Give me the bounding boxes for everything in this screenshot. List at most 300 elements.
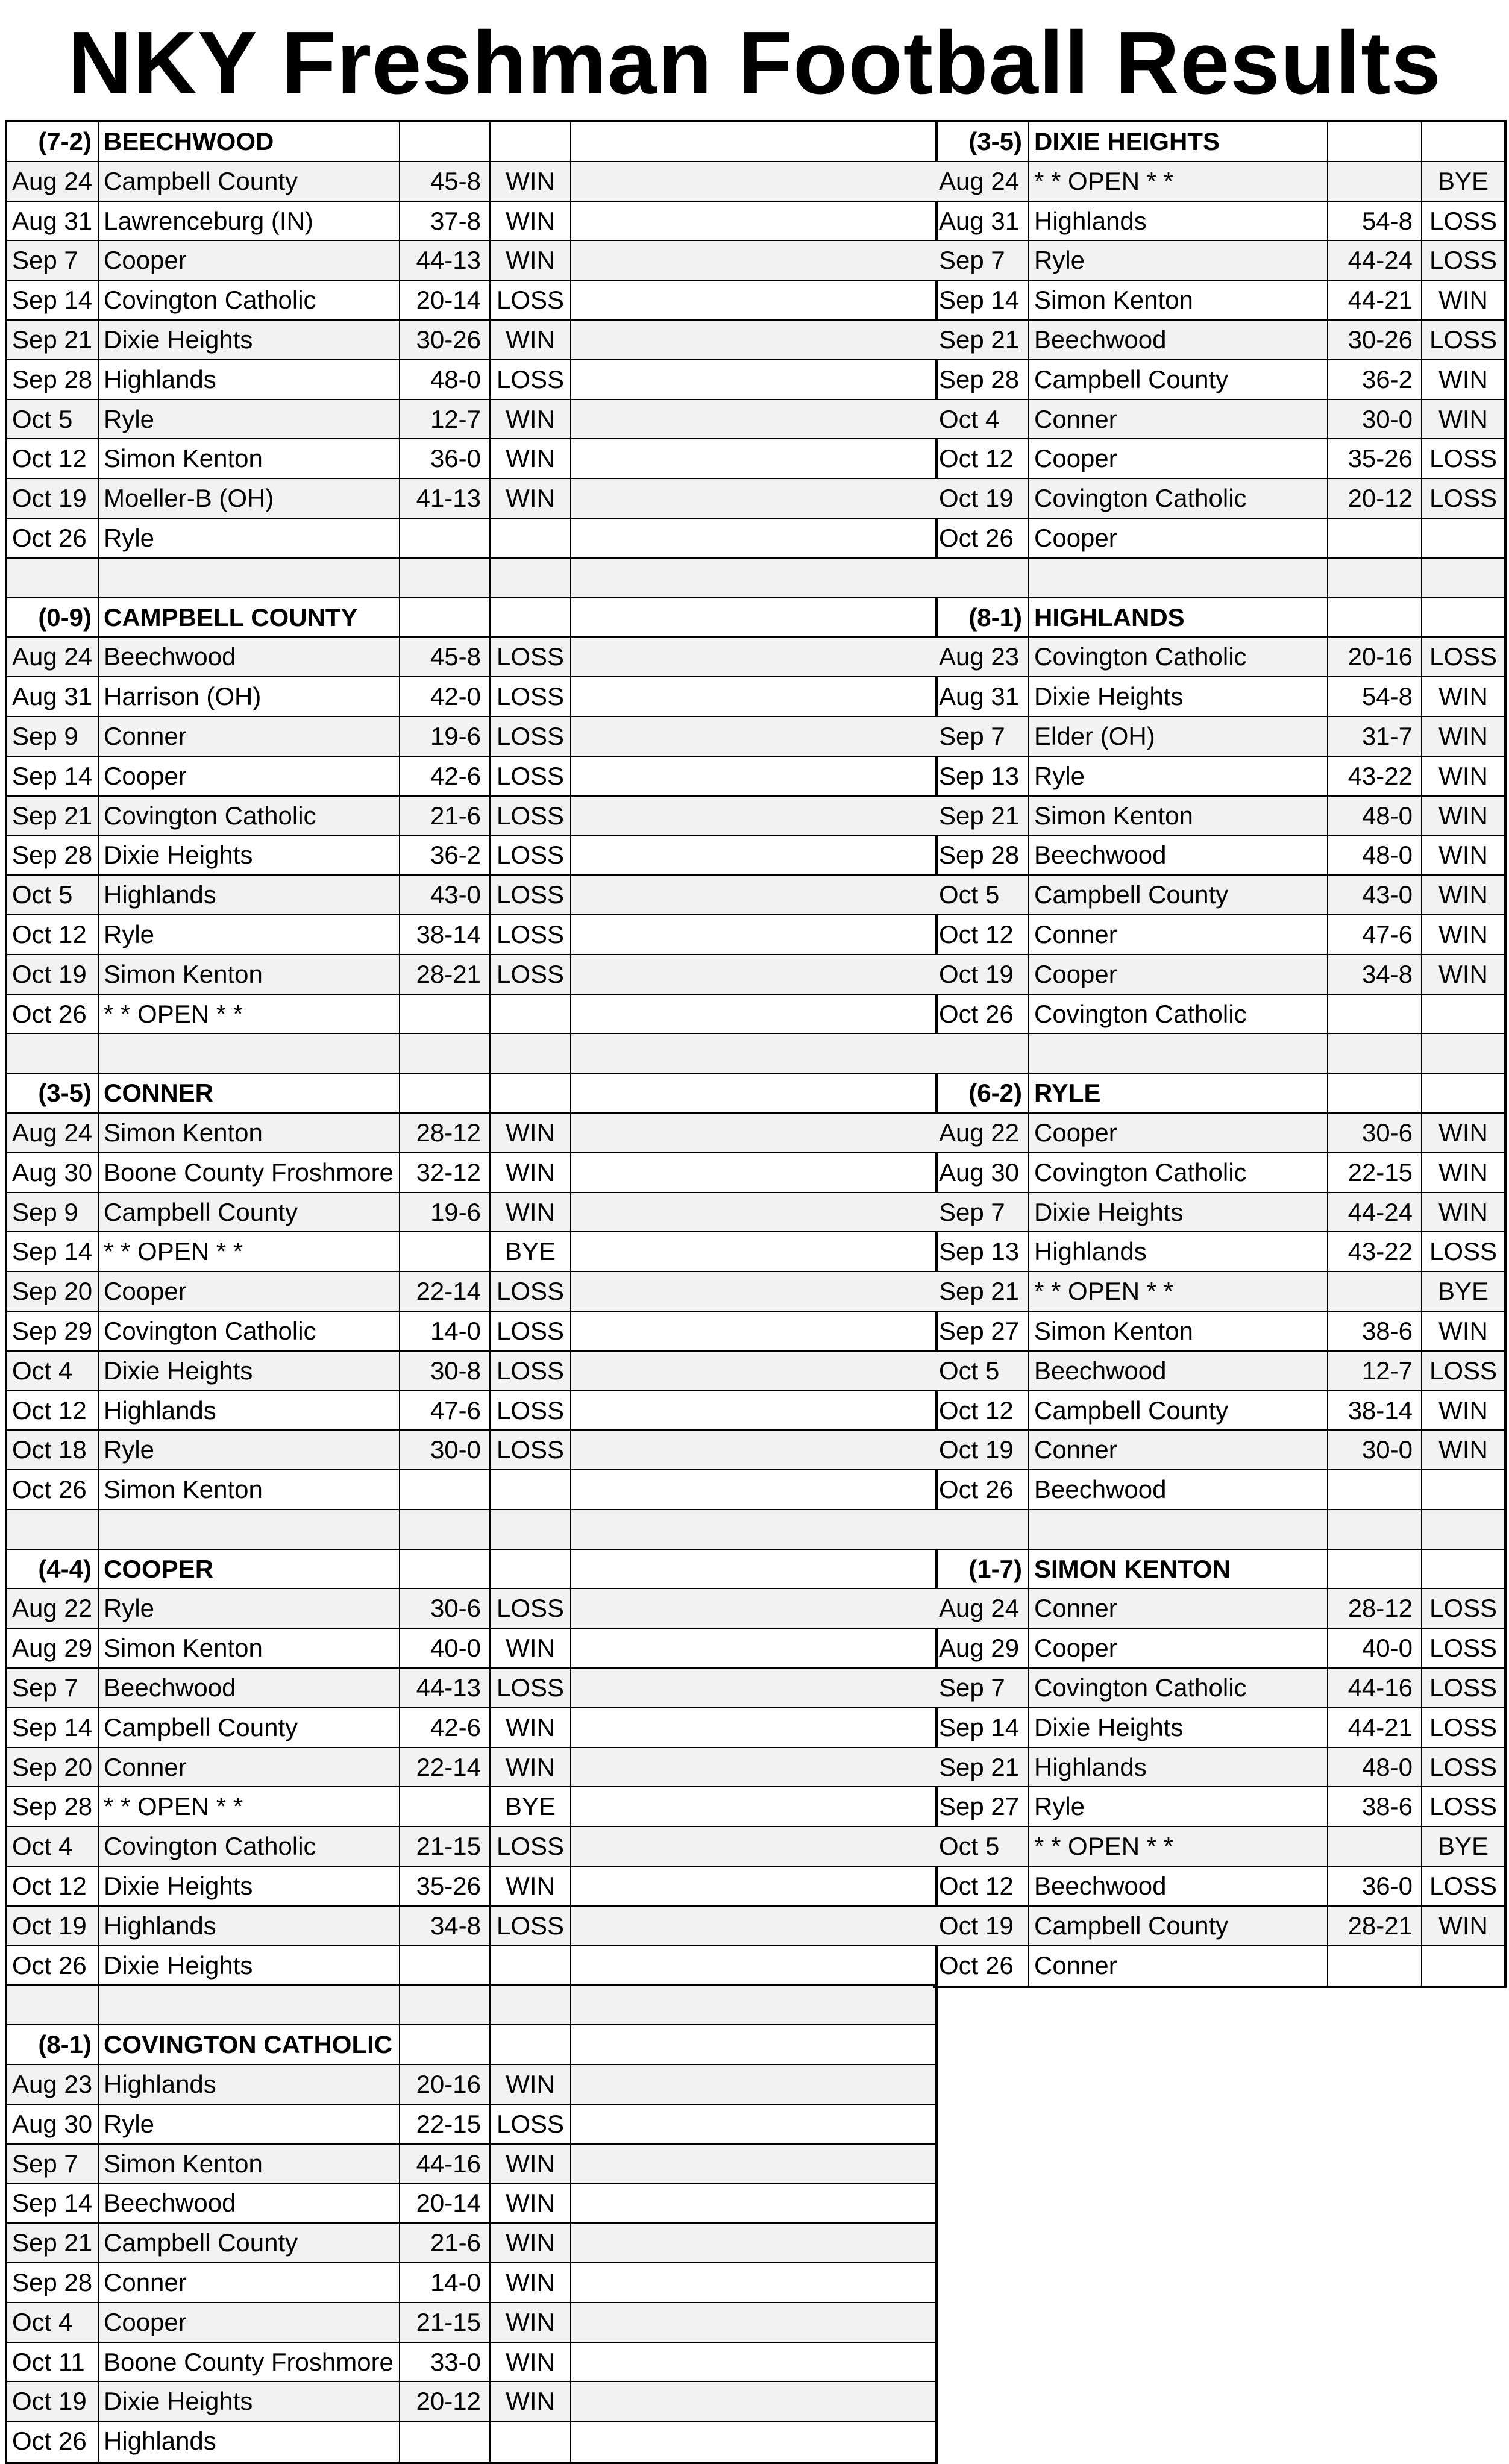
game-row <box>7 2343 935 2383</box>
game-score: 44-24 <box>1328 1193 1422 1232</box>
empty-cell <box>571 241 935 280</box>
empty-cell <box>571 1470 935 1509</box>
game-date: Oct 12 <box>7 915 99 954</box>
page-title: NKY Freshman Football Results <box>67 13 1442 113</box>
game-opponent: Conner <box>1029 1431 1328 1469</box>
game-row <box>933 1153 1504 1193</box>
empty-cell <box>99 559 400 597</box>
game-score: 42-6 <box>400 757 491 795</box>
game-score: 47-6 <box>1328 915 1422 954</box>
game-date: Sep 7 <box>933 1193 1029 1232</box>
game-score: 33-0 <box>400 2343 491 2381</box>
game-result: LOSS <box>1429 1237 1498 1266</box>
game-score: 38-14 <box>400 915 491 954</box>
game-row <box>7 1193 935 1233</box>
empty-cell <box>7 1986 99 2024</box>
empty-cell <box>571 2263 935 2302</box>
team-header-row <box>7 2025 935 2065</box>
team-header-row <box>7 122 935 162</box>
game-date: Sep 20 <box>7 1748 99 1787</box>
game-score: 34-8 <box>400 1907 491 1945</box>
blank-row <box>7 559 935 598</box>
game-score: 20-12 <box>400 2382 491 2421</box>
game-date: Aug 24 <box>933 1589 1029 1628</box>
game-row <box>7 1312 935 1352</box>
game-row <box>933 479 1504 519</box>
team-header-row <box>7 1074 935 1114</box>
game-opponent: Campbell County <box>1029 1907 1328 1945</box>
empty-cell <box>571 519 935 557</box>
game-opponent: Cooper <box>1029 439 1328 478</box>
game-opponent: Ryle <box>1029 1787 1328 1826</box>
game-score: 38-6 <box>1328 1787 1422 1826</box>
empty-cell <box>491 1510 571 1549</box>
team-name: SIMON KENTON <box>1029 1550 1328 1588</box>
game-opponent: Conner <box>1029 400 1328 439</box>
game-row <box>7 1946 935 1986</box>
game-result: LOSS <box>491 717 571 756</box>
game-score: 44-13 <box>400 1669 491 1707</box>
team-record: (3-5) <box>7 1074 99 1112</box>
game-score: 36-2 <box>400 836 491 874</box>
game-result <box>491 995 571 1033</box>
game-result: LOSS <box>491 1827 571 1866</box>
empty-cell <box>571 2343 935 2381</box>
team-header-row <box>7 1550 935 1590</box>
game-date: Sep 21 <box>933 321 1029 359</box>
game-opponent: Dixie Heights <box>99 836 400 874</box>
empty-cell <box>571 915 935 954</box>
game-date: Aug 24 <box>7 162 99 201</box>
team-record: (4-4) <box>7 1550 99 1588</box>
empty-cell <box>1328 1510 1422 1549</box>
game-date: Oct 5 <box>7 400 99 439</box>
game-result: LOSS <box>491 836 571 874</box>
game-opponent: Covington Catholic <box>99 1312 400 1350</box>
right-results-column <box>933 120 1507 1988</box>
game-opponent: Beechwood <box>99 1669 400 1707</box>
game-score: 30-6 <box>400 1589 491 1628</box>
game-row <box>933 836 1504 876</box>
game-opponent: Campbell County <box>1029 1391 1328 1430</box>
empty-cell <box>400 1550 491 1588</box>
game-row <box>7 2303 935 2343</box>
game-row <box>7 1391 935 1431</box>
empty-cell <box>99 1986 400 2024</box>
empty-cell <box>571 995 935 1033</box>
game-result: LOSS <box>1429 1356 1498 1385</box>
empty-cell <box>491 1550 571 1588</box>
game-score: 28-21 <box>1328 1907 1422 1945</box>
team-header-row <box>933 1074 1504 1114</box>
empty-cell <box>933 1034 1029 1073</box>
team-name: COOPER <box>99 1550 400 1588</box>
game-score: 48-0 <box>1328 797 1422 835</box>
game-date: Oct 5 <box>7 876 99 914</box>
empty-cell <box>571 2303 935 2342</box>
empty-cell <box>571 638 935 676</box>
game-opponent: Ryle <box>99 1431 400 1469</box>
game-score: 36-0 <box>1328 1867 1422 1905</box>
empty-cell <box>571 1391 935 1430</box>
game-opponent: Highlands <box>1029 1232 1328 1271</box>
empty-cell <box>933 559 1029 597</box>
empty-cell <box>571 1946 935 1985</box>
game-score: 34-8 <box>1328 955 1422 994</box>
game-date: Aug 24 <box>7 1114 99 1152</box>
empty-cell <box>571 1748 935 1787</box>
game-row <box>933 202 1504 242</box>
game-row <box>7 2065 935 2105</box>
game-result: WIN <box>1438 801 1488 830</box>
game-score: 44-16 <box>1328 1669 1422 1707</box>
game-opponent: Covington Catholic <box>99 281 400 319</box>
game-row <box>7 1748 935 1788</box>
empty-cell <box>571 1907 935 1945</box>
empty-cell <box>571 717 935 756</box>
empty-cell <box>1029 559 1328 597</box>
game-score: 45-8 <box>400 638 491 676</box>
game-opponent: Cooper <box>99 757 400 795</box>
game-date: Oct 4 <box>7 2303 99 2342</box>
game-result: WIN <box>491 439 571 478</box>
game-row <box>933 1391 1504 1431</box>
game-date: Oct 12 <box>7 1867 99 1905</box>
blank-row <box>933 1510 1504 1550</box>
empty-cell <box>571 1708 935 1747</box>
game-date: Oct 26 <box>933 519 1029 557</box>
game-opponent: Dixie Heights <box>99 1867 400 1905</box>
game-row <box>7 400 935 440</box>
game-date: Oct 4 <box>7 1352 99 1390</box>
empty-cell <box>571 2224 935 2262</box>
game-score: 40-0 <box>1328 1629 1422 1667</box>
game-opponent: Simon Kenton <box>99 1114 400 1152</box>
game-date: Sep 7 <box>7 2145 99 2183</box>
game-row <box>7 876 935 915</box>
game-opponent: Beechwood <box>99 638 400 676</box>
empty-cell <box>1422 1074 1504 1112</box>
game-date: Oct 26 <box>7 1470 99 1509</box>
game-result: WIN <box>491 2224 571 2262</box>
empty-cell <box>7 1034 99 1073</box>
team-name: BEECHWOOD <box>99 122 400 161</box>
team-record: (8-1) <box>7 2025 99 2064</box>
game-score: 22-14 <box>400 1272 491 1311</box>
game-score: 41-13 <box>400 479 491 518</box>
game-score <box>400 2422 491 2462</box>
game-row <box>7 1708 935 1748</box>
game-score: 22-14 <box>400 1748 491 1787</box>
game-date: Oct 5 <box>933 1352 1029 1390</box>
game-opponent: Dixie Heights <box>99 1946 400 1985</box>
empty-cell <box>1029 1510 1328 1549</box>
game-row <box>7 995 935 1035</box>
game-result: WIN <box>1438 841 1488 870</box>
game-score: 44-24 <box>1328 241 1422 280</box>
game-opponent: Cooper <box>1029 519 1328 557</box>
game-date: Sep 28 <box>7 836 99 874</box>
team-record: (1-7) <box>933 1550 1029 1588</box>
game-score: 21-6 <box>400 797 491 835</box>
game-row <box>7 1629 935 1669</box>
game-result: WIN <box>1438 365 1488 393</box>
game-score <box>400 1232 491 1271</box>
game-row <box>933 638 1504 677</box>
empty-cell <box>571 598 935 637</box>
game-date: Sep 21 <box>7 2224 99 2262</box>
empty-cell <box>571 1589 935 1628</box>
game-date: Sep 21 <box>933 1272 1029 1311</box>
empty-cell <box>571 1669 935 1707</box>
game-row <box>933 1708 1504 1748</box>
game-row <box>7 1114 935 1153</box>
empty-cell <box>491 1074 571 1112</box>
empty-cell <box>1328 598 1422 637</box>
game-row <box>7 360 935 400</box>
game-date: Oct 19 <box>7 1907 99 1945</box>
game-score: 22-15 <box>1328 1153 1422 1192</box>
game-row <box>933 162 1504 202</box>
game-opponent: Cooper <box>1029 955 1328 994</box>
game-date: Oct 12 <box>933 1867 1029 1905</box>
game-date: Sep 7 <box>7 1669 99 1707</box>
game-result: LOSS <box>491 757 571 795</box>
game-score: 14-0 <box>400 2263 491 2302</box>
game-result: WIN <box>1438 1118 1488 1147</box>
empty-cell <box>571 559 935 597</box>
empty-cell <box>571 202 935 240</box>
empty-cell <box>491 2025 571 2064</box>
blank-row <box>7 1510 935 1550</box>
empty-cell <box>571 1232 935 1271</box>
game-date: Sep 7 <box>933 1669 1029 1707</box>
game-score: 36-0 <box>400 439 491 478</box>
game-opponent: Harrison (OH) <box>99 677 400 716</box>
game-row <box>933 955 1504 995</box>
game-row <box>933 757 1504 797</box>
game-opponent: Simon Kenton <box>1029 797 1328 835</box>
game-date: Sep 7 <box>933 717 1029 756</box>
empty-cell <box>571 2422 935 2462</box>
game-result: LOSS <box>1429 642 1498 671</box>
game-date: Aug 30 <box>7 1153 99 1192</box>
game-opponent: Beechwood <box>1029 1867 1328 1905</box>
game-score <box>1328 995 1422 1033</box>
game-date: Oct 5 <box>933 876 1029 914</box>
blank-row <box>933 1034 1504 1074</box>
empty-cell <box>571 1986 935 2024</box>
game-score: 30-0 <box>400 1431 491 1469</box>
game-score: 48-0 <box>1328 1748 1422 1787</box>
game-date: Oct 12 <box>933 439 1029 478</box>
game-opponent: Campbell County <box>99 1193 400 1232</box>
game-date: Sep 27 <box>933 1312 1029 1350</box>
empty-cell <box>571 1629 935 1667</box>
empty-cell <box>400 559 491 597</box>
game-score <box>1328 1827 1422 1866</box>
game-row <box>933 321 1504 360</box>
game-date: Oct 26 <box>7 995 99 1033</box>
game-result: WIN <box>491 2303 571 2342</box>
game-result: LOSS <box>1429 1594 1498 1623</box>
game-result: BYE <box>1437 1832 1489 1861</box>
game-date: Oct 12 <box>933 915 1029 954</box>
empty-cell <box>1328 1034 1422 1073</box>
empty-cell <box>491 559 571 597</box>
game-opponent: Dixie Heights <box>99 2382 400 2421</box>
game-opponent: Campbell County <box>99 162 400 201</box>
game-row <box>7 955 935 995</box>
game-row <box>7 2105 935 2145</box>
game-opponent: Beechwood <box>1029 321 1328 359</box>
game-date: Sep 28 <box>7 1787 99 1826</box>
game-row <box>7 321 935 360</box>
game-result <box>1422 1946 1504 1986</box>
game-row <box>7 2422 935 2462</box>
game-score <box>400 1787 491 1826</box>
game-opponent: Dixie Heights <box>99 321 400 359</box>
game-date: Sep 13 <box>933 1232 1029 1271</box>
game-score <box>400 1946 491 1985</box>
game-date: Oct 26 <box>933 1946 1029 1986</box>
game-date: Sep 9 <box>7 1193 99 1232</box>
empty-cell <box>571 1431 935 1469</box>
empty-cell <box>571 2184 935 2222</box>
game-date: Aug 30 <box>7 2105 99 2143</box>
game-opponent: Highlands <box>99 2065 400 2104</box>
empty-cell <box>571 360 935 399</box>
game-date: Oct 19 <box>7 955 99 994</box>
game-result: LOSS <box>1429 1713 1498 1741</box>
game-date: Oct 19 <box>933 1907 1029 1945</box>
game-row <box>7 439 935 479</box>
game-result: LOSS <box>491 915 571 954</box>
game-row <box>7 2224 935 2263</box>
empty-cell <box>571 1352 935 1390</box>
game-date: Oct 26 <box>933 1470 1029 1509</box>
game-result: BYE <box>491 1787 571 1826</box>
game-date: Oct 12 <box>7 439 99 478</box>
game-score: 43-22 <box>1328 1232 1422 1271</box>
game-score: 30-26 <box>400 321 491 359</box>
blank-row <box>7 1986 935 2025</box>
game-opponent: Campbell County <box>99 2224 400 2262</box>
game-result: WIN <box>491 1153 571 1192</box>
game-score: 42-0 <box>400 677 491 716</box>
empty-cell <box>491 1986 571 2024</box>
game-opponent: Dixie Heights <box>99 1352 400 1390</box>
game-row <box>7 717 935 757</box>
empty-cell <box>491 122 571 161</box>
game-opponent: Covington Catholic <box>99 1827 400 1866</box>
game-result: WIN <box>491 2184 571 2222</box>
empty-cell <box>7 1510 99 1549</box>
game-opponent: * * OPEN * * <box>99 1787 400 1826</box>
game-result <box>1422 1470 1504 1509</box>
game-row <box>7 2184 935 2224</box>
blank-row <box>933 559 1504 598</box>
game-score: 43-22 <box>1328 757 1422 795</box>
game-result: WIN <box>1438 682 1488 711</box>
team-name: DIXIE HEIGHTS <box>1029 122 1328 161</box>
left-results-column <box>5 120 938 2464</box>
game-score: 12-7 <box>1328 1352 1422 1390</box>
game-opponent: Highlands <box>1029 1748 1328 1787</box>
game-result: LOSS <box>1429 325 1498 354</box>
game-score: 30-6 <box>1328 1114 1422 1152</box>
game-row <box>7 797 935 836</box>
game-score: 43-0 <box>1328 876 1422 914</box>
game-row <box>933 1470 1504 1510</box>
game-result: LOSS <box>491 955 571 994</box>
game-result: WIN <box>491 1629 571 1667</box>
game-opponent: Dixie Heights <box>1029 1193 1328 1232</box>
game-result <box>1422 995 1504 1033</box>
empty-cell <box>571 1867 935 1905</box>
game-result: WIN <box>1438 1197 1488 1226</box>
game-row <box>933 1232 1504 1272</box>
empty-cell <box>99 1034 400 1073</box>
game-result: WIN <box>491 400 571 439</box>
game-result: LOSS <box>491 2105 571 2143</box>
game-score <box>1328 1272 1422 1311</box>
game-result: LOSS <box>491 677 571 716</box>
game-result: LOSS <box>491 1391 571 1430</box>
game-date: Aug 31 <box>933 677 1029 716</box>
empty-cell <box>571 479 935 518</box>
game-opponent: Highlands <box>1029 202 1328 240</box>
empty-cell <box>571 1074 935 1112</box>
game-opponent: Conner <box>99 2263 400 2302</box>
game-opponent: Covington Catholic <box>1029 1153 1328 1192</box>
empty-cell <box>571 122 935 161</box>
game-row <box>7 677 935 717</box>
game-row <box>7 519 935 559</box>
game-date: Sep 9 <box>7 717 99 756</box>
game-result: BYE <box>1437 1277 1489 1306</box>
game-row <box>933 281 1504 321</box>
game-date: Sep 13 <box>933 757 1029 795</box>
game-score: 31-7 <box>1328 717 1422 756</box>
game-date: Oct 26 <box>933 995 1029 1033</box>
empty-cell <box>571 2025 935 2064</box>
empty-cell <box>1422 1034 1504 1073</box>
game-score: 20-14 <box>400 281 491 319</box>
empty-cell <box>400 1074 491 1112</box>
game-result: WIN <box>491 202 571 240</box>
empty-cell <box>571 1510 935 1549</box>
game-opponent: Dixie Heights <box>1029 677 1328 716</box>
game-result: WIN <box>491 1708 571 1747</box>
team-record: (8-1) <box>933 598 1029 637</box>
game-date: Sep 28 <box>933 360 1029 399</box>
game-opponent: Moeller-B (OH) <box>99 479 400 518</box>
game-opponent: Cooper <box>99 2303 400 2342</box>
game-score: 48-0 <box>400 360 491 399</box>
game-date: Aug 30 <box>933 1153 1029 1192</box>
game-result: LOSS <box>1429 444 1498 473</box>
game-date: Sep 21 <box>7 797 99 835</box>
game-result <box>491 1946 571 1985</box>
game-row <box>933 1748 1504 1788</box>
game-score: 44-16 <box>400 2145 491 2183</box>
game-result: WIN <box>491 1748 571 1787</box>
game-result: WIN <box>491 1193 571 1232</box>
empty-cell <box>571 1550 935 1588</box>
empty-cell <box>571 2105 935 2143</box>
game-result <box>1422 519 1504 557</box>
